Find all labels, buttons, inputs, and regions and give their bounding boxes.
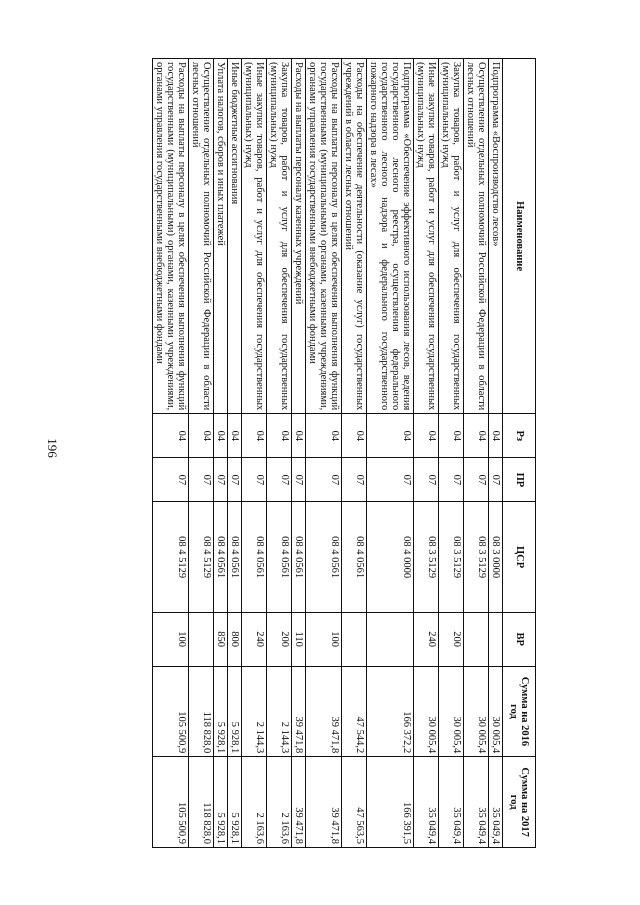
budget-table xyxy=(152,58,536,848)
cell-sum-2016: 118 828,0 xyxy=(188,666,213,757)
cell-name: Иные закупки товаров, работ и услуг для обеспечения государственных (муниципальных) нужд xyxy=(413,59,438,414)
cell-name: Уплата налогов, сборов и иных платежей xyxy=(213,59,227,414)
cell-sum-2017: 35 049,4 xyxy=(463,757,488,848)
cell-name: Расходы на выплаты персоналу казенных учреждений xyxy=(291,59,305,414)
cell-rz: 04 xyxy=(213,414,227,458)
cell-sum-2017: 118 828,0 xyxy=(188,757,213,848)
cell-vr: 850 xyxy=(213,612,227,666)
cell-sum-2017: 2 163,6 xyxy=(241,757,266,848)
cell-pr: 07 xyxy=(152,458,188,502)
cell-rz: 04 xyxy=(291,414,305,458)
cell-csr: 08 3 5129 xyxy=(413,502,438,612)
cell-pr: 07 xyxy=(413,458,438,502)
cell-sum-2016: 2 144,3 xyxy=(266,666,291,757)
cell-rz: 04 xyxy=(366,414,413,458)
cell-pr: 07 xyxy=(463,458,488,502)
header-pr: ПР xyxy=(503,458,536,502)
table-row xyxy=(463,59,488,848)
table-container xyxy=(104,58,536,848)
cell-vr: 240 xyxy=(241,612,266,666)
table-row xyxy=(438,59,463,848)
cell-csr: 08 4 0561 xyxy=(241,502,266,612)
header-row xyxy=(503,59,536,848)
cell-vr: 100 xyxy=(305,612,341,666)
rotated-table-area xyxy=(104,58,536,848)
table-header xyxy=(503,59,536,848)
cell-sum-2016: 166 372,2 xyxy=(366,666,413,757)
cell-sum-2016: 30 005,4 xyxy=(413,666,438,757)
cell-vr: 800 xyxy=(227,612,241,666)
cell-csr: 08 3 5129 xyxy=(438,502,463,612)
cell-sum-2017: 47 563,5 xyxy=(341,757,366,848)
table-row xyxy=(341,59,366,848)
header-vr: ВР xyxy=(503,612,536,666)
cell-pr: 07 xyxy=(291,458,305,502)
cell-sum-2016: 39 471,8 xyxy=(291,666,305,757)
cell-sum-2016: 30 005,4 xyxy=(488,666,502,757)
cell-pr: 07 xyxy=(366,458,413,502)
table-row xyxy=(188,59,213,848)
header-name: Наименование xyxy=(503,59,536,414)
cell-sum-2017: 2 163,6 xyxy=(266,757,291,848)
cell-pr: 07 xyxy=(438,458,463,502)
cell-csr: 08 4 0561 xyxy=(305,502,341,612)
table-row xyxy=(227,59,241,848)
cell-sum-2017: 39 471,8 xyxy=(291,757,305,848)
table-row xyxy=(413,59,438,848)
cell-rz: 04 xyxy=(266,414,291,458)
cell-csr: 08 3 5129 xyxy=(463,502,488,612)
cell-rz: 04 xyxy=(463,414,488,458)
cell-name: Расходы на выплаты персоналу в целях обеспечения выполнения функций государственными (муниципальными) органами, казенными учреждениями, органами управления государственными внебюджетными фондами xyxy=(152,59,188,414)
cell-csr: 08 4 0561 xyxy=(227,502,241,612)
cell-vr xyxy=(366,612,413,666)
cell-pr: 07 xyxy=(241,458,266,502)
cell-sum-2017: 39 471,8 xyxy=(305,757,341,848)
cell-sum-2016: 5 928,1 xyxy=(227,666,241,757)
cell-name: Закупка товаров, работ и услуг для обеспечения государственных (муниципальных) нужд xyxy=(438,59,463,414)
cell-rz: 04 xyxy=(438,414,463,458)
cell-pr: 07 xyxy=(227,458,241,502)
cell-sum-2017: 5 928,1 xyxy=(227,757,241,848)
cell-vr: 200 xyxy=(438,612,463,666)
table-row xyxy=(366,59,413,848)
cell-name: Закупка товаров, работ и услуг для обеспечения государственных (муниципальных) нужд xyxy=(266,59,291,414)
cell-sum-2017: 35 049,4 xyxy=(438,757,463,848)
cell-name: Осуществление отдельных полномочий Российской Федерации в области лесных отношений xyxy=(188,59,213,414)
cell-vr xyxy=(341,612,366,666)
cell-vr: 200 xyxy=(266,612,291,666)
cell-rz: 04 xyxy=(305,414,341,458)
cell-csr: 08 4 0561 xyxy=(291,502,305,612)
cell-name: Подпрограмма «Обеспечение эффективного использования лесов, ведения государственного лесного реестра, осуществления федерального государственного лесного надзора и федерального государственного пожарного надзора в лесах» xyxy=(366,59,413,414)
cell-sum-2017: 35 049,4 xyxy=(413,757,438,848)
cell-csr: 08 4 0000 xyxy=(366,502,413,612)
cell-name: Расходы на выплаты персоналу в целях обеспечения выполнения функций государственными (муниципальными) органами, казенными учреждениями, органами управления государственными внебюджетными фондами xyxy=(305,59,341,414)
cell-sum-2016: 30 005,4 xyxy=(438,666,463,757)
table-row xyxy=(291,59,305,848)
cell-rz: 04 xyxy=(488,414,502,458)
cell-vr: 110 xyxy=(291,612,305,666)
header-sum-2017: Сумма на 2017 год xyxy=(503,757,536,848)
cell-sum-2016: 105 500,9 xyxy=(152,666,188,757)
cell-name: Иные закупки товаров, работ и услуг для обеспечения государственных (муниципальных) нужд xyxy=(241,59,266,414)
table-row xyxy=(241,59,266,848)
cell-sum-2017: 105 500,9 xyxy=(152,757,188,848)
cell-rz: 04 xyxy=(227,414,241,458)
cell-pr: 07 xyxy=(266,458,291,502)
cell-pr: 07 xyxy=(213,458,227,502)
cell-vr xyxy=(188,612,213,666)
cell-sum-2017: 5 928,1 xyxy=(213,757,227,848)
cell-csr: 08 4 0561 xyxy=(341,502,366,612)
cell-pr: 07 xyxy=(341,458,366,502)
cell-name: Расходы на обеспечение деятельности (оказание услуг) государственных учреждений в области лесных отношений xyxy=(341,59,366,414)
cell-sum-2016: 2 144,3 xyxy=(241,666,266,757)
cell-pr: 07 xyxy=(305,458,341,502)
cell-vr xyxy=(463,612,488,666)
cell-csr: 08 4 0561 xyxy=(213,502,227,612)
cell-vr: 100 xyxy=(152,612,188,666)
cell-csr: 08 4 5129 xyxy=(152,502,188,612)
cell-name: Осуществление отдельных полномочий Российской Федерации в области лесных отношений xyxy=(463,59,488,414)
table-row xyxy=(305,59,341,848)
table-row xyxy=(488,59,502,848)
header-csr: ЦСР xyxy=(503,502,536,612)
table-body xyxy=(152,59,502,848)
cell-csr: 08 4 0561 xyxy=(266,502,291,612)
cell-sum-2016: 39 471,8 xyxy=(305,666,341,757)
cell-pr: 07 xyxy=(488,458,502,502)
page-number: 196 xyxy=(45,438,60,458)
table-row xyxy=(152,59,188,848)
cell-vr xyxy=(488,612,502,666)
cell-csr: 08 4 5129 xyxy=(188,502,213,612)
table-row xyxy=(266,59,291,848)
cell-sum-2016: 47 544,2 xyxy=(341,666,366,757)
cell-sum-2017: 166 391,5 xyxy=(366,757,413,848)
cell-rz: 04 xyxy=(152,414,188,458)
header-rz: Рз xyxy=(503,414,536,458)
cell-vr: 240 xyxy=(413,612,438,666)
cell-rz: 04 xyxy=(241,414,266,458)
cell-sum-2017: 35 049,4 xyxy=(488,757,502,848)
cell-name: Иные бюджетные ассигнования xyxy=(227,59,241,414)
cell-rz: 04 xyxy=(413,414,438,458)
cell-sum-2016: 30 005,4 xyxy=(463,666,488,757)
cell-csr: 08 3 0000 xyxy=(488,502,502,612)
header-sum-2016: Сумма на 2016 год xyxy=(503,666,536,757)
table-row xyxy=(213,59,227,848)
cell-name: Подпрограмма «Воспроизводство лесов» xyxy=(488,59,502,414)
cell-sum-2016: 5 928,1 xyxy=(213,666,227,757)
cell-rz: 04 xyxy=(188,414,213,458)
cell-pr: 07 xyxy=(188,458,213,502)
cell-rz: 04 xyxy=(341,414,366,458)
